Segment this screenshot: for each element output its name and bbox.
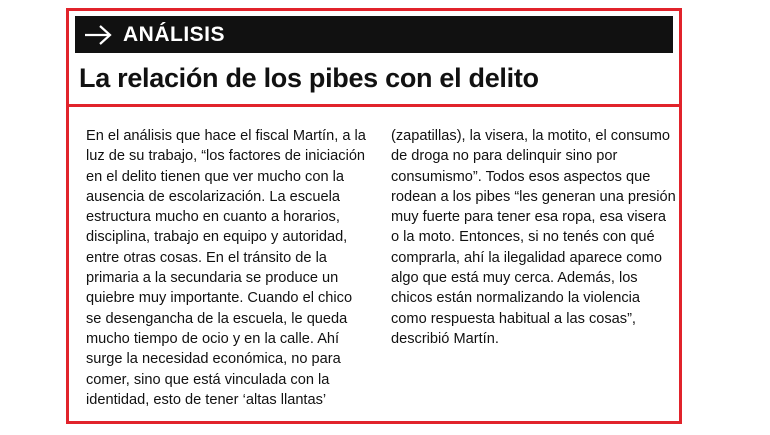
section-label-bar [75, 16, 673, 53]
article-paragraph: En el análisis que hace el fiscal Martín, a la luz de su trabajo, “los factores de iniciación en el delito tienen que ver mucho con la ausencia de escolarización. La escuela estructura mucho en cuanto a horarios, disciplina, trabajo en equipo y autoridad, entre otras cosas. En el tránsito de la primaria a la secundaria se produce un quiebre muy importante. Cuando el chico se desengancha de la escuela, le queda mucho tiempo de ocio y en la calle. Ahí surge la necesidad económica, no para comer, sino que está vinculada con la identidad, esto de tener ‘altas llantas’ (zapatillas), la visera, la motito, el consumo de droga no para delinquir sino por consumismo”. Todos esos aspectos que rodean a los pibes “les generan una presión muy fuerte para tener esa ropa, esa visera o la moto. Entonces, si no tenés con qué comprarla, ahí la ilegalidad aparece como algo que está muy cerca. Además, los chicos están normalizando la violencia como respuesta habitual a las cosas”, describió Martín. [86, 128, 676, 408]
article-body [86, 126, 676, 416]
title-divider [69, 104, 679, 107]
analysis-box [66, 8, 682, 424]
article-title: La relación de los pibes con el delito [79, 63, 539, 93]
arrow-right-icon [83, 23, 113, 47]
section-label: ANÁLISIS [123, 22, 226, 46]
